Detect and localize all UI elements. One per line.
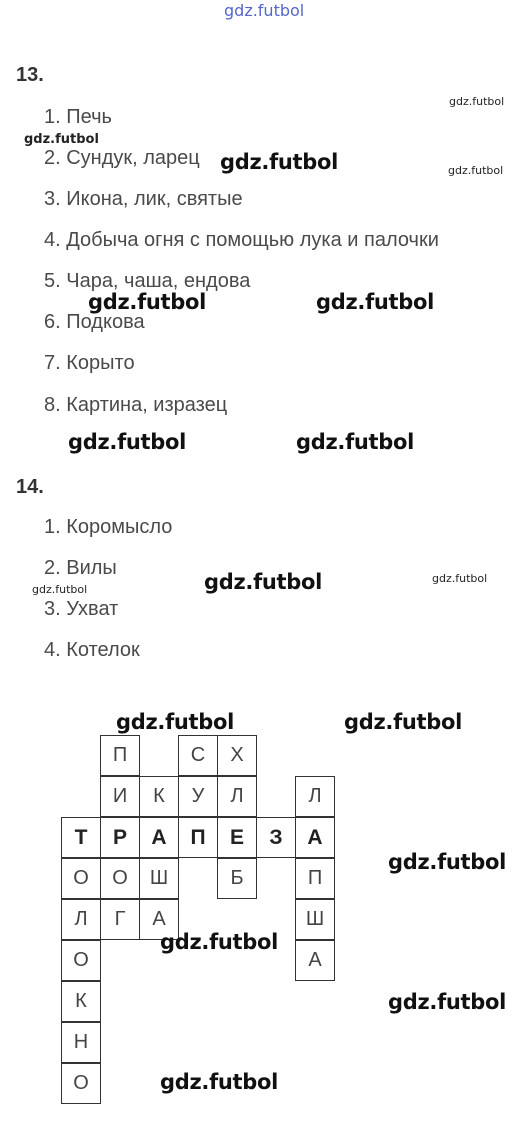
crossword-cell: Л [61, 899, 101, 940]
crossword-cell: Ш [139, 858, 179, 899]
q13-item-7: 7. Корыто [44, 352, 135, 374]
watermark-top: gdz.futbol [224, 1, 305, 20]
q13-item-6: 6. Подкова [44, 311, 145, 333]
q13-item-1: 1. Печь [44, 106, 112, 128]
watermark: gdz.futbol [160, 1070, 279, 1094]
watermark: gdz.futbol [388, 990, 507, 1014]
crossword-cell: О [61, 1063, 101, 1104]
crossword-cell: А [139, 899, 179, 940]
crossword-cell: О [61, 858, 101, 899]
crossword-cell: Г [100, 899, 140, 940]
crossword-cell: К [139, 776, 179, 817]
crossword-cell: Л [295, 776, 335, 817]
question-14-number: 14. [16, 476, 44, 498]
crossword-cell: П [100, 735, 140, 776]
q13-item-5: 5. Чара, чаша, ендова [44, 270, 251, 292]
q14-item-2: 2. Вилы [44, 557, 117, 579]
q14-item-4: 4. Котелок [44, 639, 140, 661]
crossword-cell: П [295, 858, 335, 899]
crossword-cell: Р [100, 817, 140, 858]
watermark: gdz.futbol [116, 710, 235, 734]
watermark: gdz.futbol [32, 583, 88, 596]
watermark: gdz.futbol [449, 95, 505, 108]
watermark: gdz.futbol [344, 710, 463, 734]
question-13-number: 13. [16, 64, 44, 86]
watermark: gdz.futbol [296, 430, 415, 454]
crossword-cell: З [256, 817, 296, 858]
crossword-cell: С [178, 735, 218, 776]
watermark: gdz.futbol [68, 430, 187, 454]
q13-item-4: 4. Добыча огня с помощью лука и палочки [44, 229, 439, 251]
crossword-cell: А [295, 940, 335, 981]
crossword-cell: У [178, 776, 218, 817]
watermark: gdz.futbol [220, 150, 339, 174]
crossword-cell: О [61, 940, 101, 981]
crossword-cell: А [295, 817, 335, 858]
q13-item-8: 8. Картина, изразец [44, 394, 228, 416]
crossword-cell: Б [217, 858, 257, 899]
crossword-cell: К [61, 981, 101, 1022]
watermark: gdz.futbol [388, 850, 507, 874]
watermark: gdz.futbol [204, 570, 323, 594]
watermark: gdz.futbol [316, 290, 435, 314]
crossword-cell: Л [217, 776, 257, 817]
watermark: gdz.futbol [160, 930, 279, 954]
crossword-cell: А [139, 817, 179, 858]
crossword-cell: И [100, 776, 140, 817]
crossword-cell: Н [61, 1022, 101, 1063]
crossword-cell: П [178, 817, 218, 858]
crossword-cell: О [100, 858, 140, 899]
q14-item-3: 3. Ухват [44, 598, 119, 620]
crossword-cell: Т [61, 817, 101, 858]
q13-item-3: 3. Икона, лик, святые [44, 188, 243, 210]
watermark: gdz.futbol [432, 572, 488, 585]
watermark: gdz.futbol [24, 132, 99, 147]
crossword-cell: Ш [295, 899, 335, 940]
q13-item-2: 2. Сундук, ларец [44, 147, 200, 169]
q14-item-1: 1. Коромысло [44, 516, 173, 538]
watermark: gdz.futbol [88, 290, 207, 314]
crossword-cell: Х [217, 735, 257, 776]
watermark: gdz.futbol [448, 164, 504, 177]
crossword-cell: Е [217, 817, 257, 858]
